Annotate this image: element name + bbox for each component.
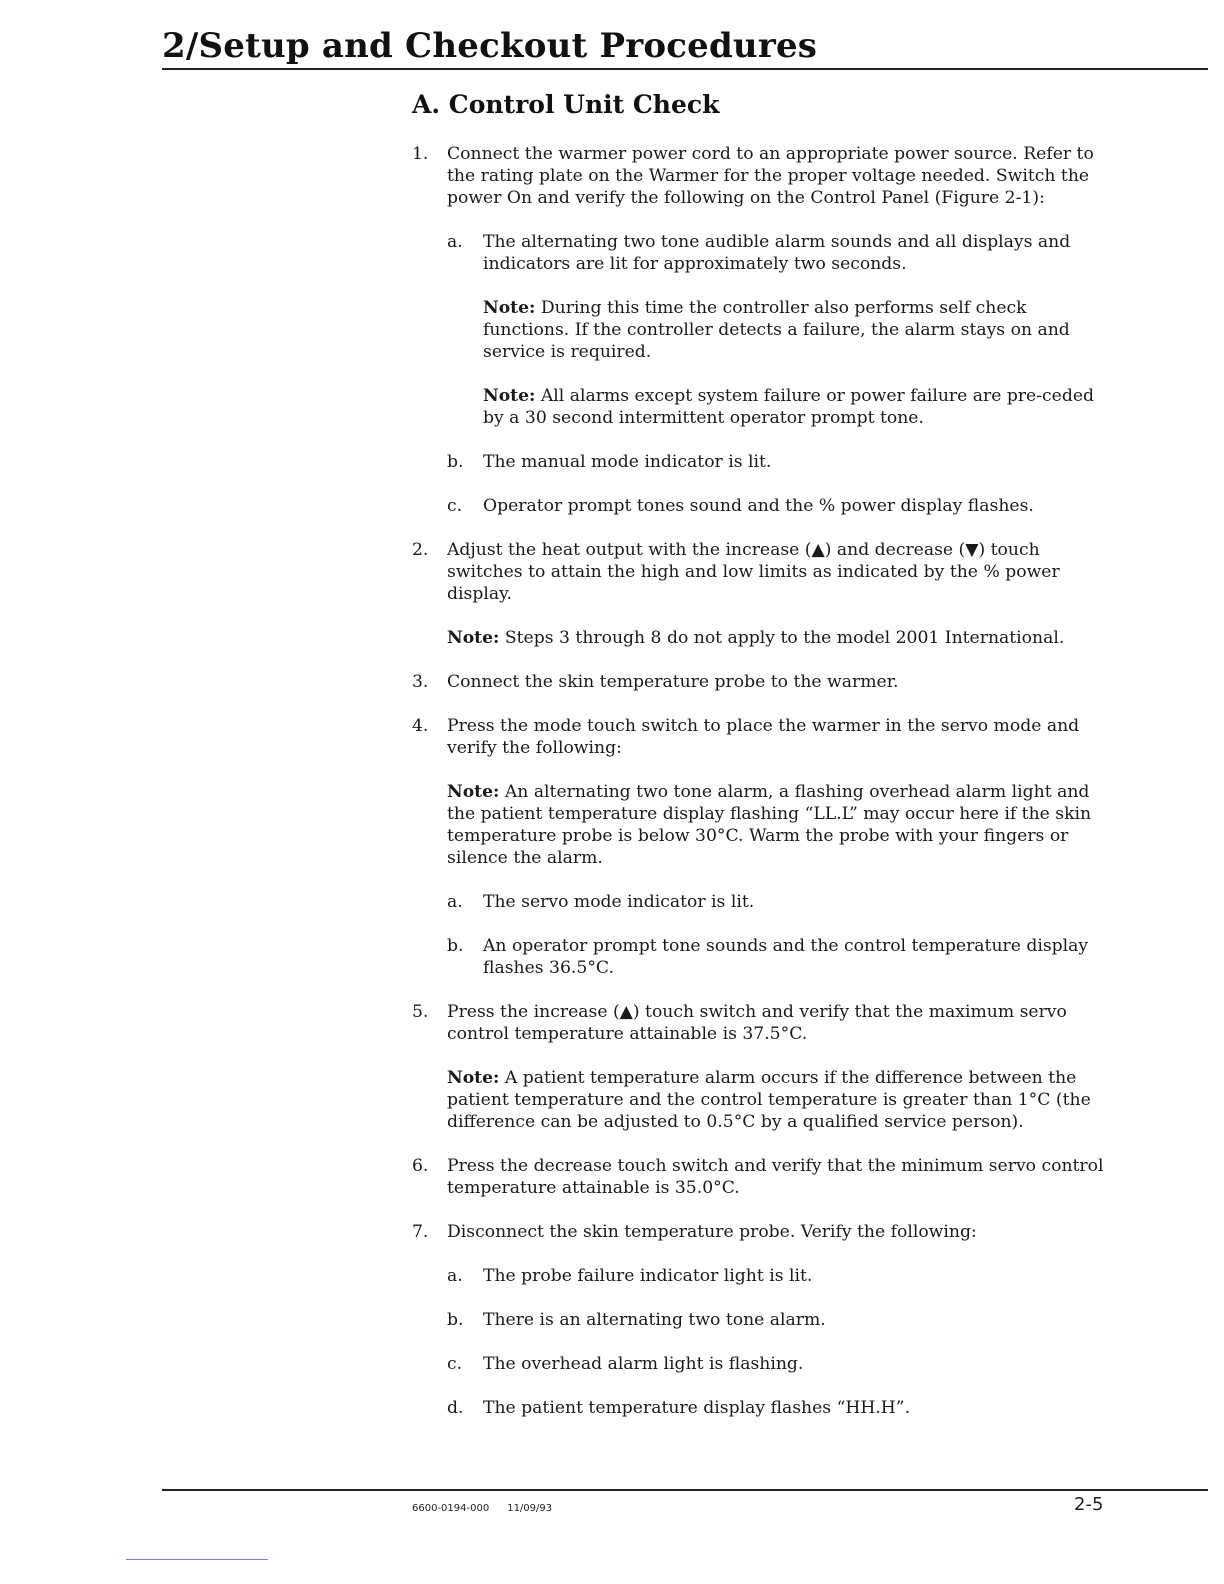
sub-letter: b. [447, 452, 464, 472]
step-number: 7. [412, 1222, 429, 1242]
procedure-body [412, 143, 1112, 1441]
step-number: 4. [412, 716, 429, 736]
step-text: Adjust the heat output with the increase (▲) and decrease (▼) touch switches to attain the high and low limits as indicated by the % power display. [447, 540, 1060, 604]
sub-letter: a. [447, 232, 463, 252]
footer-rule [162, 1489, 1208, 1491]
sub-letter: b. [447, 936, 464, 956]
step-5 [412, 1001, 1112, 1045]
sub-text: The servo mode indicator is lit. [483, 892, 755, 912]
step-number: 3. [412, 672, 429, 692]
step-text: Press the mode touch switch to place the warmer in the servo mode and verify the following: [447, 716, 1080, 758]
step-text: Press the increase (▲) touch switch and verify that the maximum servo control temperature attainable is 37.5°C. [447, 1002, 1067, 1044]
doc-number: 6600-0194-000 [412, 1503, 490, 1514]
sub-letter: a. [447, 1266, 463, 1286]
sub-text: The alternating two tone audible alarm sounds and all displays and indicators are lit for approximately two seconds. [483, 232, 1071, 274]
sub-letter: c. [447, 496, 463, 516]
step-2 [412, 539, 1112, 605]
note-label: Note: [447, 628, 500, 648]
step-6 [412, 1155, 1112, 1199]
step-1 [412, 143, 1112, 209]
doc-date: 11/09/93 [507, 1503, 553, 1514]
note-label: Note: [483, 386, 536, 406]
sub-text: The overhead alarm light is flashing. [483, 1354, 804, 1374]
sub-text: Operator prompt tones sound and the % power display flashes. [483, 496, 1034, 516]
note [447, 627, 1112, 649]
note-label: Note: [483, 298, 536, 318]
step-number: 1. [412, 144, 429, 164]
step-7-sub-b [447, 1309, 1112, 1331]
note-text: A patient temperature alarm occurs if the difference between the patient temperature and the control temperature is greater than 1°C (the difference can be adjusted to 0.5°C by a qualified service person). [447, 1068, 1091, 1132]
step-7-sub-c [447, 1353, 1112, 1375]
bottom-link-rule [126, 1559, 268, 1560]
step-1-sub-b [447, 451, 1112, 473]
step-number: 6. [412, 1156, 429, 1176]
sub-text: The patient temperature display flashes “HH.H”. [483, 1398, 911, 1418]
note [447, 1067, 1112, 1133]
step-4-sub-b [447, 935, 1112, 979]
step-1-sub-c [447, 495, 1112, 517]
note-label: Note: [447, 1068, 500, 1088]
sub-letter: c. [447, 1354, 463, 1374]
chapter-title: 2/Setup and Checkout Procedures [162, 26, 818, 66]
step-7 [412, 1221, 1112, 1243]
step-7-sub-d [447, 1397, 1112, 1419]
step-3 [412, 671, 1112, 693]
note [483, 385, 1112, 429]
sub-text: There is an alternating two tone alarm. [483, 1310, 826, 1330]
step-text: Connect the skin temperature probe to the warmer. [447, 672, 899, 692]
step-7-sub-a [447, 1265, 1112, 1287]
sub-letter: a. [447, 892, 463, 912]
note-label: Note: [447, 782, 500, 802]
note-text: During this time the controller also performs self check functions. If the controller detects a failure, the alarm stays on and service is required. [483, 298, 1070, 362]
sub-text: The probe failure indicator light is lit. [483, 1266, 813, 1286]
step-text: Disconnect the skin temperature probe. Verify the following: [447, 1222, 977, 1242]
sub-text: The manual mode indicator is lit. [483, 452, 772, 472]
note-text: An alternating two tone alarm, a flashing overhead alarm light and the patient temperature display flashing “LL.L” may occur here if the skin temperature probe is below 30°C. Warm the probe with your fingers or silence the alarm. [447, 782, 1092, 868]
step-number: 2. [412, 540, 429, 560]
step-text: Connect the warmer power cord to an appropriate power source. Refer to the rating plate on the Warmer for the proper voltage needed. Switch the power On and verify the following on the Control Panel (Figure 2-1): [447, 144, 1094, 208]
note-text: All alarms except system failure or power failure are pre-ceded by a 30 second intermittent operator prompt tone. [483, 386, 1095, 428]
page-number: 2-5 [1074, 1494, 1104, 1515]
step-4-sub-a [447, 891, 1112, 913]
title-rule [162, 68, 1208, 70]
step-4 [412, 715, 1112, 759]
section-title: A. Control Unit Check [412, 90, 720, 119]
step-number: 5. [412, 1002, 429, 1022]
sub-letter: b. [447, 1310, 464, 1330]
note [447, 781, 1112, 869]
note-text: Steps 3 through 8 do not apply to the model 2001 International. [499, 628, 1065, 648]
step-1-sub-a [447, 231, 1112, 275]
sub-text: An operator prompt tone sounds and the control temperature display flashes 36.5°C. [483, 936, 1089, 978]
footer-doc-info [412, 1503, 552, 1514]
step-text: Press the decrease touch switch and verify that the minimum servo control temperature attainable is 35.0°C. [447, 1156, 1104, 1198]
sub-letter: d. [447, 1398, 464, 1418]
note [483, 297, 1112, 363]
